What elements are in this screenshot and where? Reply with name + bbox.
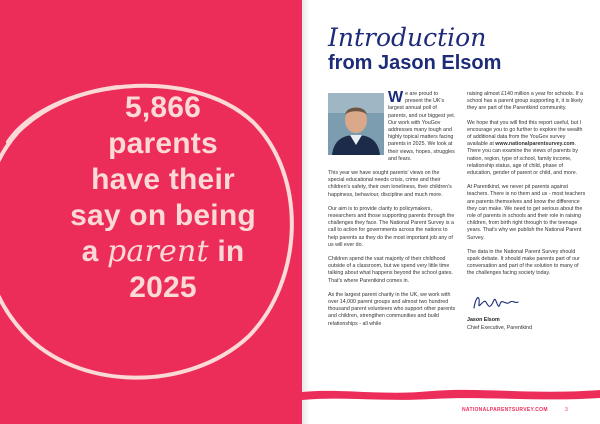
signatory-name: Jason Elsom bbox=[467, 317, 500, 323]
footer-url[interactable]: NATIONALPARENTSURVEY.COM bbox=[462, 407, 548, 413]
page-number: 3 bbox=[565, 407, 568, 413]
paragraph: As the largest parent charity in the UK, we work with over 14,000 parent groups and almost two hundred thousand parent volunteers who support other parents and children, strengthen communities and build relationships - all while bbox=[328, 291, 456, 327]
paragraph: We hope that you will find this report useful, but I encourage you to go further to explore the wealth of additional data from the YouGov survey available at www.nationalparentsurvey.com. There you can examine the views of parents by nation, region, type of school, family income, relationship status, age of child, phase of education, gender of parent or child, and more. bbox=[467, 119, 583, 177]
paragraph: Our aim is to provide clarity to policymakers, researchers and those supporting parents through the challenges they face. The National Parent Survey is a call to action for governments across the nations to help parents as they do the most important job any of us will ever do. bbox=[328, 205, 455, 248]
page-gutter bbox=[302, 0, 310, 424]
photo-wrap-spacer bbox=[328, 91, 388, 157]
paragraph: At Parentkind, we never pit parents against teachers. There is no them and us - most teachers are parents themselves and know the difference they can make. We need to get serious about the role of parents in schools and their role in raising children, from birth right through to the teenage years. That's why we publish the National Parent Survey. bbox=[467, 184, 586, 241]
paragraph: We are proud to present the UK's largest annual poll of parents, and our biggest yet. Our work with YouGov addresses many tough and highly topical matters facing parents in 2025. We look at their views, hopes, struggles and fears. bbox=[388, 89, 456, 162]
signatory-role: Chief Executive, Parentkind bbox=[467, 325, 533, 331]
paragraph: This year we have sought parents' views on the special educational needs crisis, crime and their children's safety, their own loneliness, their children's happiness, behaviour, discipline and much more. bbox=[328, 170, 452, 198]
headline-number: 5,866 bbox=[124, 91, 202, 124]
intro-column-left bbox=[328, 91, 456, 335]
headline-line: a parent in bbox=[81, 234, 245, 269]
headline-year: 2025 bbox=[129, 271, 197, 304]
page-title-script: Introduction bbox=[328, 23, 487, 52]
headline-line: have their bbox=[91, 163, 235, 196]
headline-script-word: parent bbox=[107, 234, 209, 269]
headline-line: parents bbox=[108, 127, 218, 160]
intro-column-right bbox=[467, 91, 587, 285]
headline-line: say on being bbox=[70, 199, 256, 232]
signature-icon bbox=[470, 290, 520, 316]
drop-cap: W bbox=[388, 89, 404, 106]
page-title: from Jason Elsom bbox=[328, 52, 502, 74]
cover-headline bbox=[28, 90, 298, 306]
paragraph: The data in the National Parent Survey should spark debate. It should make parents part of our conversation and part of the solution to many of the challenges facing society today. bbox=[467, 248, 580, 277]
paragraph: Children spend the vast majority of their childhood outside of a classroom, but we spend very little time talking about what happens beyond the school gates. That's where Parentkind comes in. bbox=[328, 256, 453, 284]
brush-stroke-decoration bbox=[302, 384, 600, 404]
paragraph: raising almost £140 million a year for schools. If a school has a parent group supporting it, it is likely they are part of the Parentkind community. bbox=[467, 91, 583, 112]
survey-link[interactable]: www.nationalparentsurvey.com bbox=[495, 141, 575, 148]
